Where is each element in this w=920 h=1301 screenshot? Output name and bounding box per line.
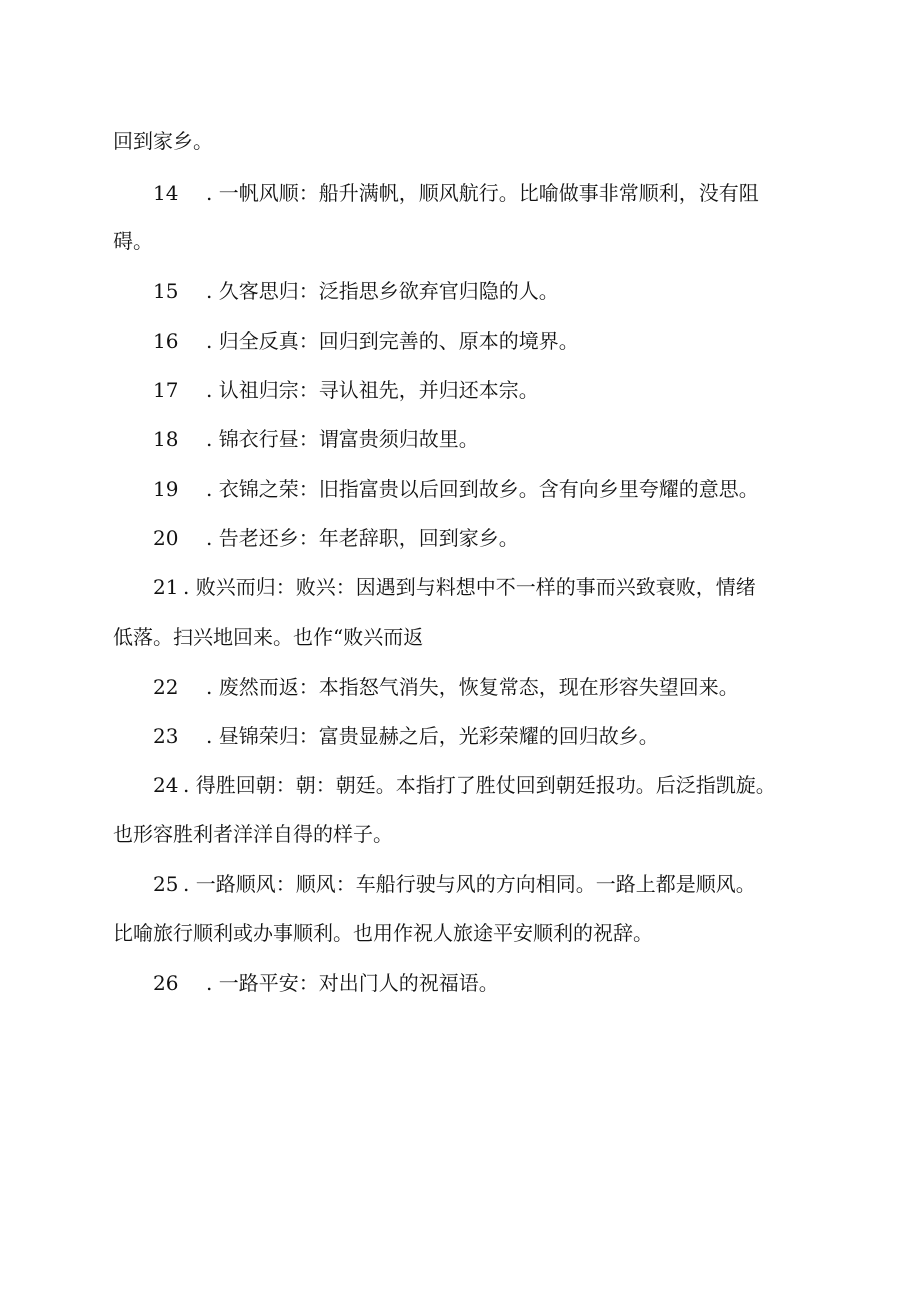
- entry-22: [153, 674, 739, 700]
- entry-number: 20: [153, 526, 179, 550]
- entry-26: [153, 970, 499, 996]
- entry-23: [153, 723, 659, 749]
- entry-text: . 久客思归：泛指思乡欲弃官归隐的人。: [206, 279, 559, 303]
- entry-18: [153, 426, 479, 452]
- entry-text: . 认祖归宗：寻认祖先，并归还本宗。: [206, 378, 539, 402]
- entry-number: 18: [153, 427, 179, 451]
- entry-text: . 败兴而归：败兴：因遇到与料想中不一样的事而兴致衰败，情绪: [183, 575, 756, 599]
- entry-text: 比喻旅行顺利或办事顺利。也用作祝人旅途平安顺利的祝辞。: [113, 921, 653, 945]
- entry-text: . 一路平安：对出门人的祝福语。: [206, 971, 499, 995]
- entry-text: 也形容胜利者洋洋自得的样子。: [113, 822, 393, 846]
- entry-text: . 一路顺风：顺风：车船行驶与风的方向相同。一路上都是顺风。: [183, 872, 756, 896]
- entry-21: [153, 574, 756, 600]
- entry-15: [153, 278, 559, 304]
- entry-text: . 告老还乡：年老辞职，回到家乡。: [206, 526, 519, 550]
- entry-text: . 锦衣行昼：谓富贵须归故里。: [206, 427, 479, 451]
- entry-24-continuation: [113, 821, 393, 847]
- entry-number: 21: [153, 575, 179, 599]
- entry-19: [153, 476, 759, 502]
- entry-text: 低落。扫兴地回来。也作“败兴而返: [113, 625, 424, 649]
- entry-14-continuation: [113, 228, 153, 254]
- entry-number: 14: [153, 181, 179, 205]
- entry-17: [153, 377, 539, 403]
- entry-text: . 废然而返：本指怒气消失，恢复常态，现在形容失望回来。: [206, 675, 739, 699]
- entry-text: . 昼锦荣归：富贵显赫之后，光彩荣耀的回归故乡。: [206, 724, 659, 748]
- continuation-text: 回到家乡。: [113, 129, 213, 153]
- entry-text: 碍。: [113, 229, 153, 253]
- entry-25-continuation: [113, 920, 653, 946]
- entry-number: 26: [153, 971, 179, 995]
- entry-number: 23: [153, 724, 179, 748]
- continuation-line: [113, 128, 213, 154]
- entry-text: . 一帆风顺：船升满帆，顺风航行。比喻做事非常顺利，没有阻: [206, 181, 759, 205]
- entry-number: 25: [153, 872, 179, 896]
- entry-number: 19: [153, 477, 179, 501]
- entry-number: 17: [153, 378, 179, 402]
- entry-25: [153, 871, 756, 897]
- entry-21-continuation: [113, 624, 423, 650]
- entry-text: . 得胜回朝：朝：朝廷。本指打了胜仗回到朝廷报功。后泛指凯旋。: [183, 773, 776, 797]
- entry-number: 24: [153, 773, 179, 797]
- entry-number: 15: [153, 279, 179, 303]
- entry-text: . 衣锦之荣：旧指富贵以后回到故乡。含有向乡里夸耀的意思。: [206, 477, 759, 501]
- entry-24: [153, 772, 776, 798]
- entry-number: 16: [153, 329, 179, 353]
- entry-16: [153, 328, 579, 354]
- entry-number: 22: [153, 675, 179, 699]
- entry-14: [153, 180, 759, 206]
- entry-20: [153, 525, 519, 551]
- entry-text: . 归全反真：回归到完善的、原本的境界。: [206, 329, 579, 353]
